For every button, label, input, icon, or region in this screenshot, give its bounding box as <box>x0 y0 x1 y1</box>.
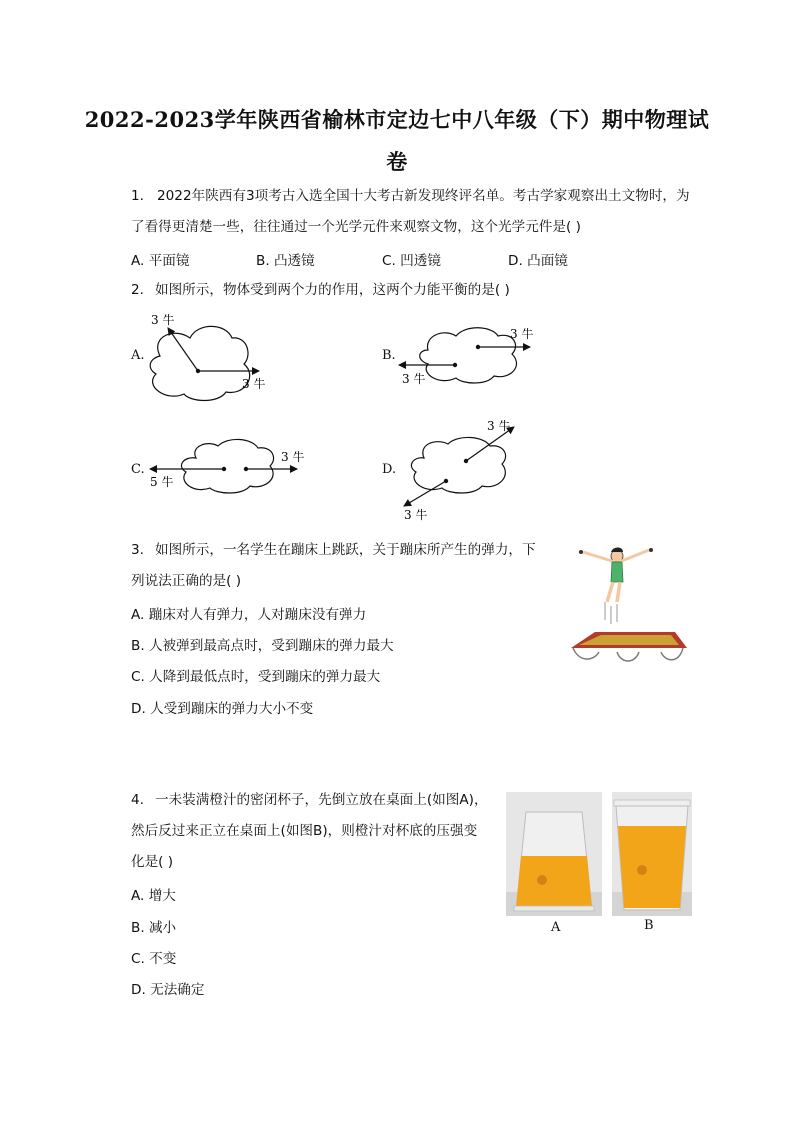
q2-diagram-b <box>399 326 533 386</box>
q4-stem-line3: 化是( ) <box>131 854 174 870</box>
jumper-body <box>611 562 623 582</box>
q2-option-a-label: A. <box>131 348 145 363</box>
q2-diagram-a <box>150 312 265 401</box>
q1-number: 1. <box>131 188 144 204</box>
cloud-shape-a <box>150 326 249 400</box>
q4-stem-line1: 一未装满橙汁的密闭杯子，先倒立放在桌面上(如图A)， <box>155 792 488 808</box>
q3-option-b: B. 人被弹到最高点时，受到蹦床的弹力最大 <box>131 638 394 654</box>
juice-b <box>618 826 686 908</box>
q3-option-d: D. 人受到蹦床的弹力大小不变 <box>131 701 314 717</box>
q3-stem-line1: 如图所示，一名学生在蹦床上跳跃，关于蹦床所产生的弹力，下 <box>155 542 536 558</box>
q2-option-b-label: B. <box>382 348 396 363</box>
force-arrow-d-bottom <box>404 481 446 506</box>
cloud-shape-d <box>411 437 505 493</box>
q3-number: 3. <box>131 542 144 558</box>
q2-force-diagrams <box>0 0 794 540</box>
page-title: 2022-2023学年陕西省榆林市定边七中八年级（下）期中物理试 <box>84 107 710 132</box>
force-label-c-right: 3 牛 <box>281 450 305 464</box>
q1-option-d: D. 凸面镜 <box>508 253 568 269</box>
force-label-d-top: 3 牛 <box>487 419 511 433</box>
force-label-c-left: 5 牛 <box>150 475 174 489</box>
force-label-a-top: 3 牛 <box>151 313 175 327</box>
cloud-shape-c <box>181 439 273 493</box>
q4-number: 4. <box>131 792 144 808</box>
q4-option-d: D. 无法确定 <box>131 982 205 998</box>
cup-photo-b <box>612 792 692 916</box>
cloud-shape-b <box>420 328 517 383</box>
q4-option-b: B. 减小 <box>131 920 177 936</box>
q3-option-a: A. 蹦床对人有弹力，人对蹦床没有弹力 <box>131 607 367 623</box>
q1-stem-line1: 2022年陕西有3项考古入选全国十大考古新发现终评名单。考古学家观察出土文物时，为 <box>157 188 690 204</box>
q4-option-c: C. 不变 <box>131 951 177 967</box>
q1-option-b: B. 凸透镜 <box>256 253 315 269</box>
cup-photo-b-label: B <box>644 918 654 933</box>
juice-a <box>516 856 592 908</box>
q3-option-c: C. 人降到最低点时，受到蹦床的弹力最大 <box>131 669 381 685</box>
q1-stem-line2: 了看得更清楚一些，往往通过一个光学元件来观察文物，这个光学元件是( ) <box>131 219 581 235</box>
q2-number: 2. <box>131 282 144 298</box>
force-label-b-left: 3 牛 <box>402 372 426 386</box>
q2-stem: 如图所示，物体受到两个力的作用，这两个力能平衡的是( ) <box>155 282 510 298</box>
q4-stem-line2: 然后反过来正立在桌面上(如图B)，则橙汁对杯底的压强变 <box>131 823 478 839</box>
q2-option-c-label: C. <box>131 462 145 477</box>
q1-option-c: C. 凹透镜 <box>382 253 441 269</box>
q2-diagram-c <box>150 439 304 493</box>
force-label-b-right: 3 牛 <box>510 327 534 341</box>
trampoline-illustration <box>565 540 695 690</box>
cup-photo-a-label: A <box>551 920 561 935</box>
q4-option-a: A. 增大 <box>131 888 176 904</box>
force-label-a-right: 3 牛 <box>242 377 266 391</box>
cup-photo-a <box>506 792 602 916</box>
q1-option-a: A. 平面镜 <box>131 253 190 269</box>
q2-diagram-d <box>404 418 514 522</box>
q3-stem-line2: 列说法正确的是( ) <box>131 573 242 589</box>
force-label-d-bottom: 3 牛 <box>404 508 428 522</box>
q2-option-d-label: D. <box>382 462 397 477</box>
page-title-continued: 卷 <box>386 149 408 174</box>
